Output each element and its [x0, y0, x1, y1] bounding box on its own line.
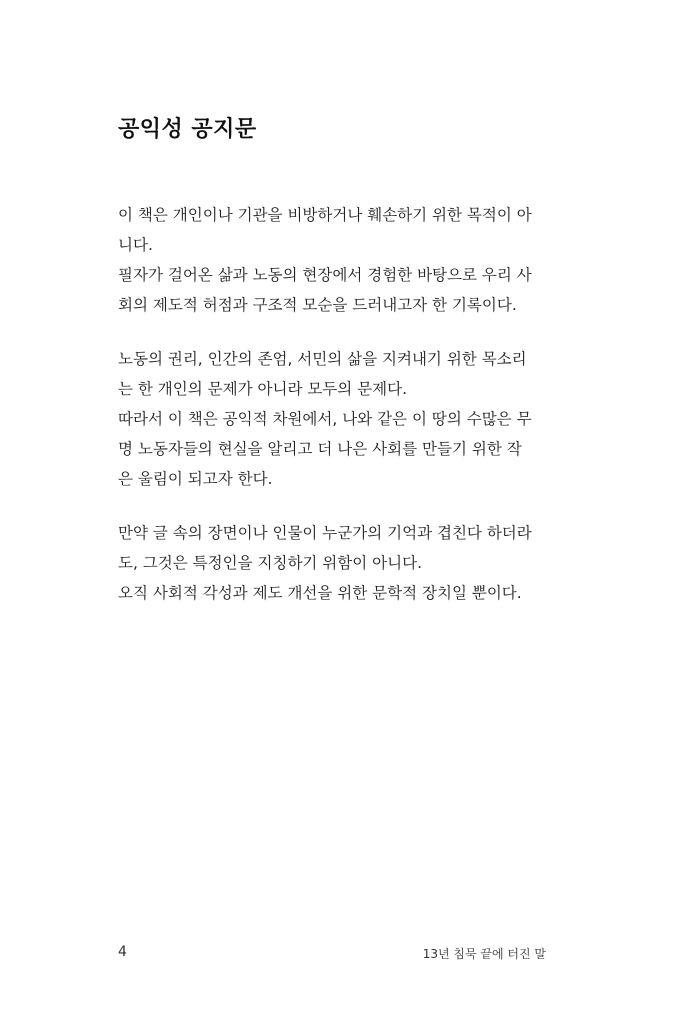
page-title: 공익성 공지문	[118, 117, 257, 142]
paragraph-3	[118, 518, 578, 608]
paragraph-2	[118, 344, 578, 494]
notice-body	[118, 200, 578, 632]
text-line: 필자가 걸어온 삶과 노동의 현장에서 경험한 바탕으로 우리 사	[118, 266, 532, 284]
text-line: 오직 사회적 각성과 제도 개선을 위한 문학적 장치일 뿐이다.	[118, 584, 522, 602]
text-line: 도, 그것은 특정인을 지칭하기 위함이 아니다.	[118, 554, 423, 572]
page-number: 4	[118, 944, 127, 960]
text-line: 회의 제도적 허점과 구조적 모순을 드러내고자 한 기록이다.	[118, 296, 517, 314]
text-line: 만약 글 속의 장면이나 인물이 누군가의 기억과 겹친다 하더라	[118, 524, 532, 542]
text-line: 은 울림이 되고자 한다.	[118, 470, 273, 488]
running-book-title: 13년 침묵 끝에 터진 말	[422, 947, 546, 961]
paragraph-1	[118, 200, 578, 320]
text-line: 노동의 권리, 인간의 존엄, 서민의 삶을 지켜내기 위한 목소리	[118, 350, 527, 368]
text-line: 명 노동자들의 현실을 알리고 더 나은 사회를 만들기 위한 작	[118, 440, 522, 458]
text-line: 니다.	[118, 236, 153, 254]
text-line: 는 한 개인의 문제가 아니라 모두의 문제다.	[118, 380, 408, 398]
text-line: 따라서 이 책은 공익적 차원에서, 나와 같은 이 땅의 수많은 무	[118, 410, 532, 428]
text-line: 이 책은 개인이나 기관을 비방하거나 훼손하기 위한 목적이 아	[118, 206, 532, 224]
